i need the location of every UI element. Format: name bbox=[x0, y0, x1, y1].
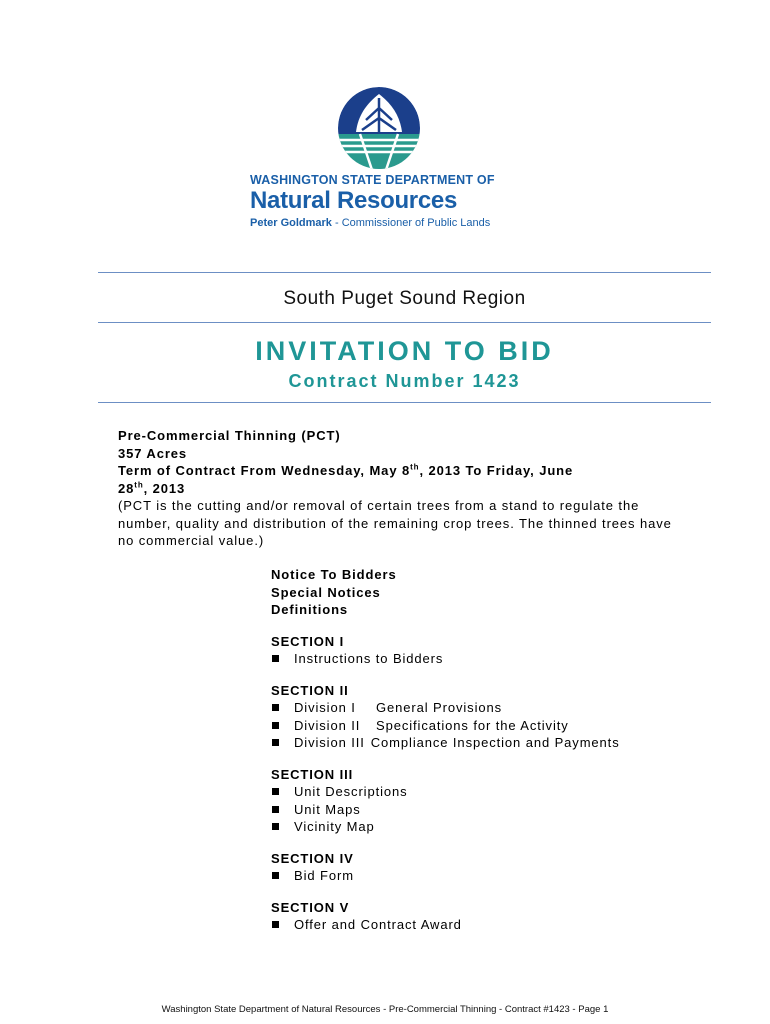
contract-number: Contract Number 1423 bbox=[288, 371, 521, 391]
section-1-heading: SECTION I bbox=[271, 633, 345, 649]
division-label: Division I bbox=[294, 700, 356, 715]
logo-text-line2: Natural Resources bbox=[250, 187, 457, 214]
logo-text-line3 bbox=[250, 217, 510, 229]
toc-definitions: Definitions bbox=[271, 602, 349, 617]
section-5-heading: SECTION V bbox=[271, 899, 350, 915]
middle-rule bbox=[98, 322, 711, 323]
term-sup-1: th bbox=[410, 462, 420, 472]
dnr-logo bbox=[250, 86, 510, 236]
division-text: Compliance Inspection and Payments bbox=[370, 735, 620, 750]
bottom-rule bbox=[98, 402, 711, 403]
project-type: Pre-Commercial Thinning (PCT) bbox=[118, 428, 341, 443]
acreage: 357 Acres bbox=[118, 445, 188, 461]
section-2-heading: SECTION II bbox=[271, 682, 349, 698]
division-text: General Provisions bbox=[376, 700, 503, 715]
term-end-year: , 2013 bbox=[143, 480, 186, 496]
region-name: South Puget Sound Region bbox=[283, 288, 526, 309]
list-item: Offer and Contract Award bbox=[271, 916, 711, 934]
list-item: Instructions to Bidders bbox=[271, 650, 711, 668]
list-item: Unit Descriptions bbox=[271, 783, 711, 801]
term-end-day: 28 bbox=[118, 480, 135, 496]
term-start-text: Term of Contract From Wednesday, May 8 bbox=[118, 463, 411, 478]
page-footer: Washington State Department of Natural Resources - Pre-Commercial Thinning - Contract #1423 - Page 1 bbox=[161, 1004, 609, 1015]
top-rule bbox=[98, 272, 711, 273]
division-text: Specifications for the Activity bbox=[376, 717, 569, 733]
intro-block bbox=[118, 427, 678, 550]
term-end-text: , 2013 To Friday, June bbox=[419, 463, 574, 478]
toc-special-notices: Special Notices bbox=[271, 584, 381, 600]
section-3-heading: SECTION III bbox=[271, 766, 354, 782]
logo-text-line1: WASHINGTON STATE DEPARTMENT OF bbox=[250, 173, 495, 187]
list-item bbox=[271, 717, 711, 735]
table-of-contents bbox=[271, 566, 711, 934]
commissioner-title: - Commissioner of Public Lands bbox=[331, 217, 491, 229]
division-label: Division III bbox=[294, 735, 365, 750]
commissioner-name: Peter Goldmark bbox=[250, 217, 332, 229]
term-sup-2: th bbox=[134, 480, 144, 490]
contract-term bbox=[118, 462, 678, 497]
toc-notice-to-bidders: Notice To Bidders bbox=[271, 567, 397, 582]
list-item bbox=[271, 734, 711, 752]
section-4-heading: SECTION IV bbox=[271, 850, 354, 866]
list-item: Vicinity Map bbox=[271, 818, 711, 836]
page-title: INVITATION TO BID bbox=[255, 336, 554, 366]
division-label: Division II bbox=[294, 717, 361, 733]
list-item bbox=[271, 699, 711, 717]
list-item: Unit Maps bbox=[271, 801, 711, 819]
dnr-tree-emblem-icon bbox=[336, 86, 422, 170]
pct-description: (PCT is the cutting and/or removal of certain trees from a stand to regulate the number, quality and distribution of the remaining crop trees. The thinned trees have no commercial value.) bbox=[118, 498, 672, 548]
list-item: Bid Form bbox=[271, 867, 711, 885]
